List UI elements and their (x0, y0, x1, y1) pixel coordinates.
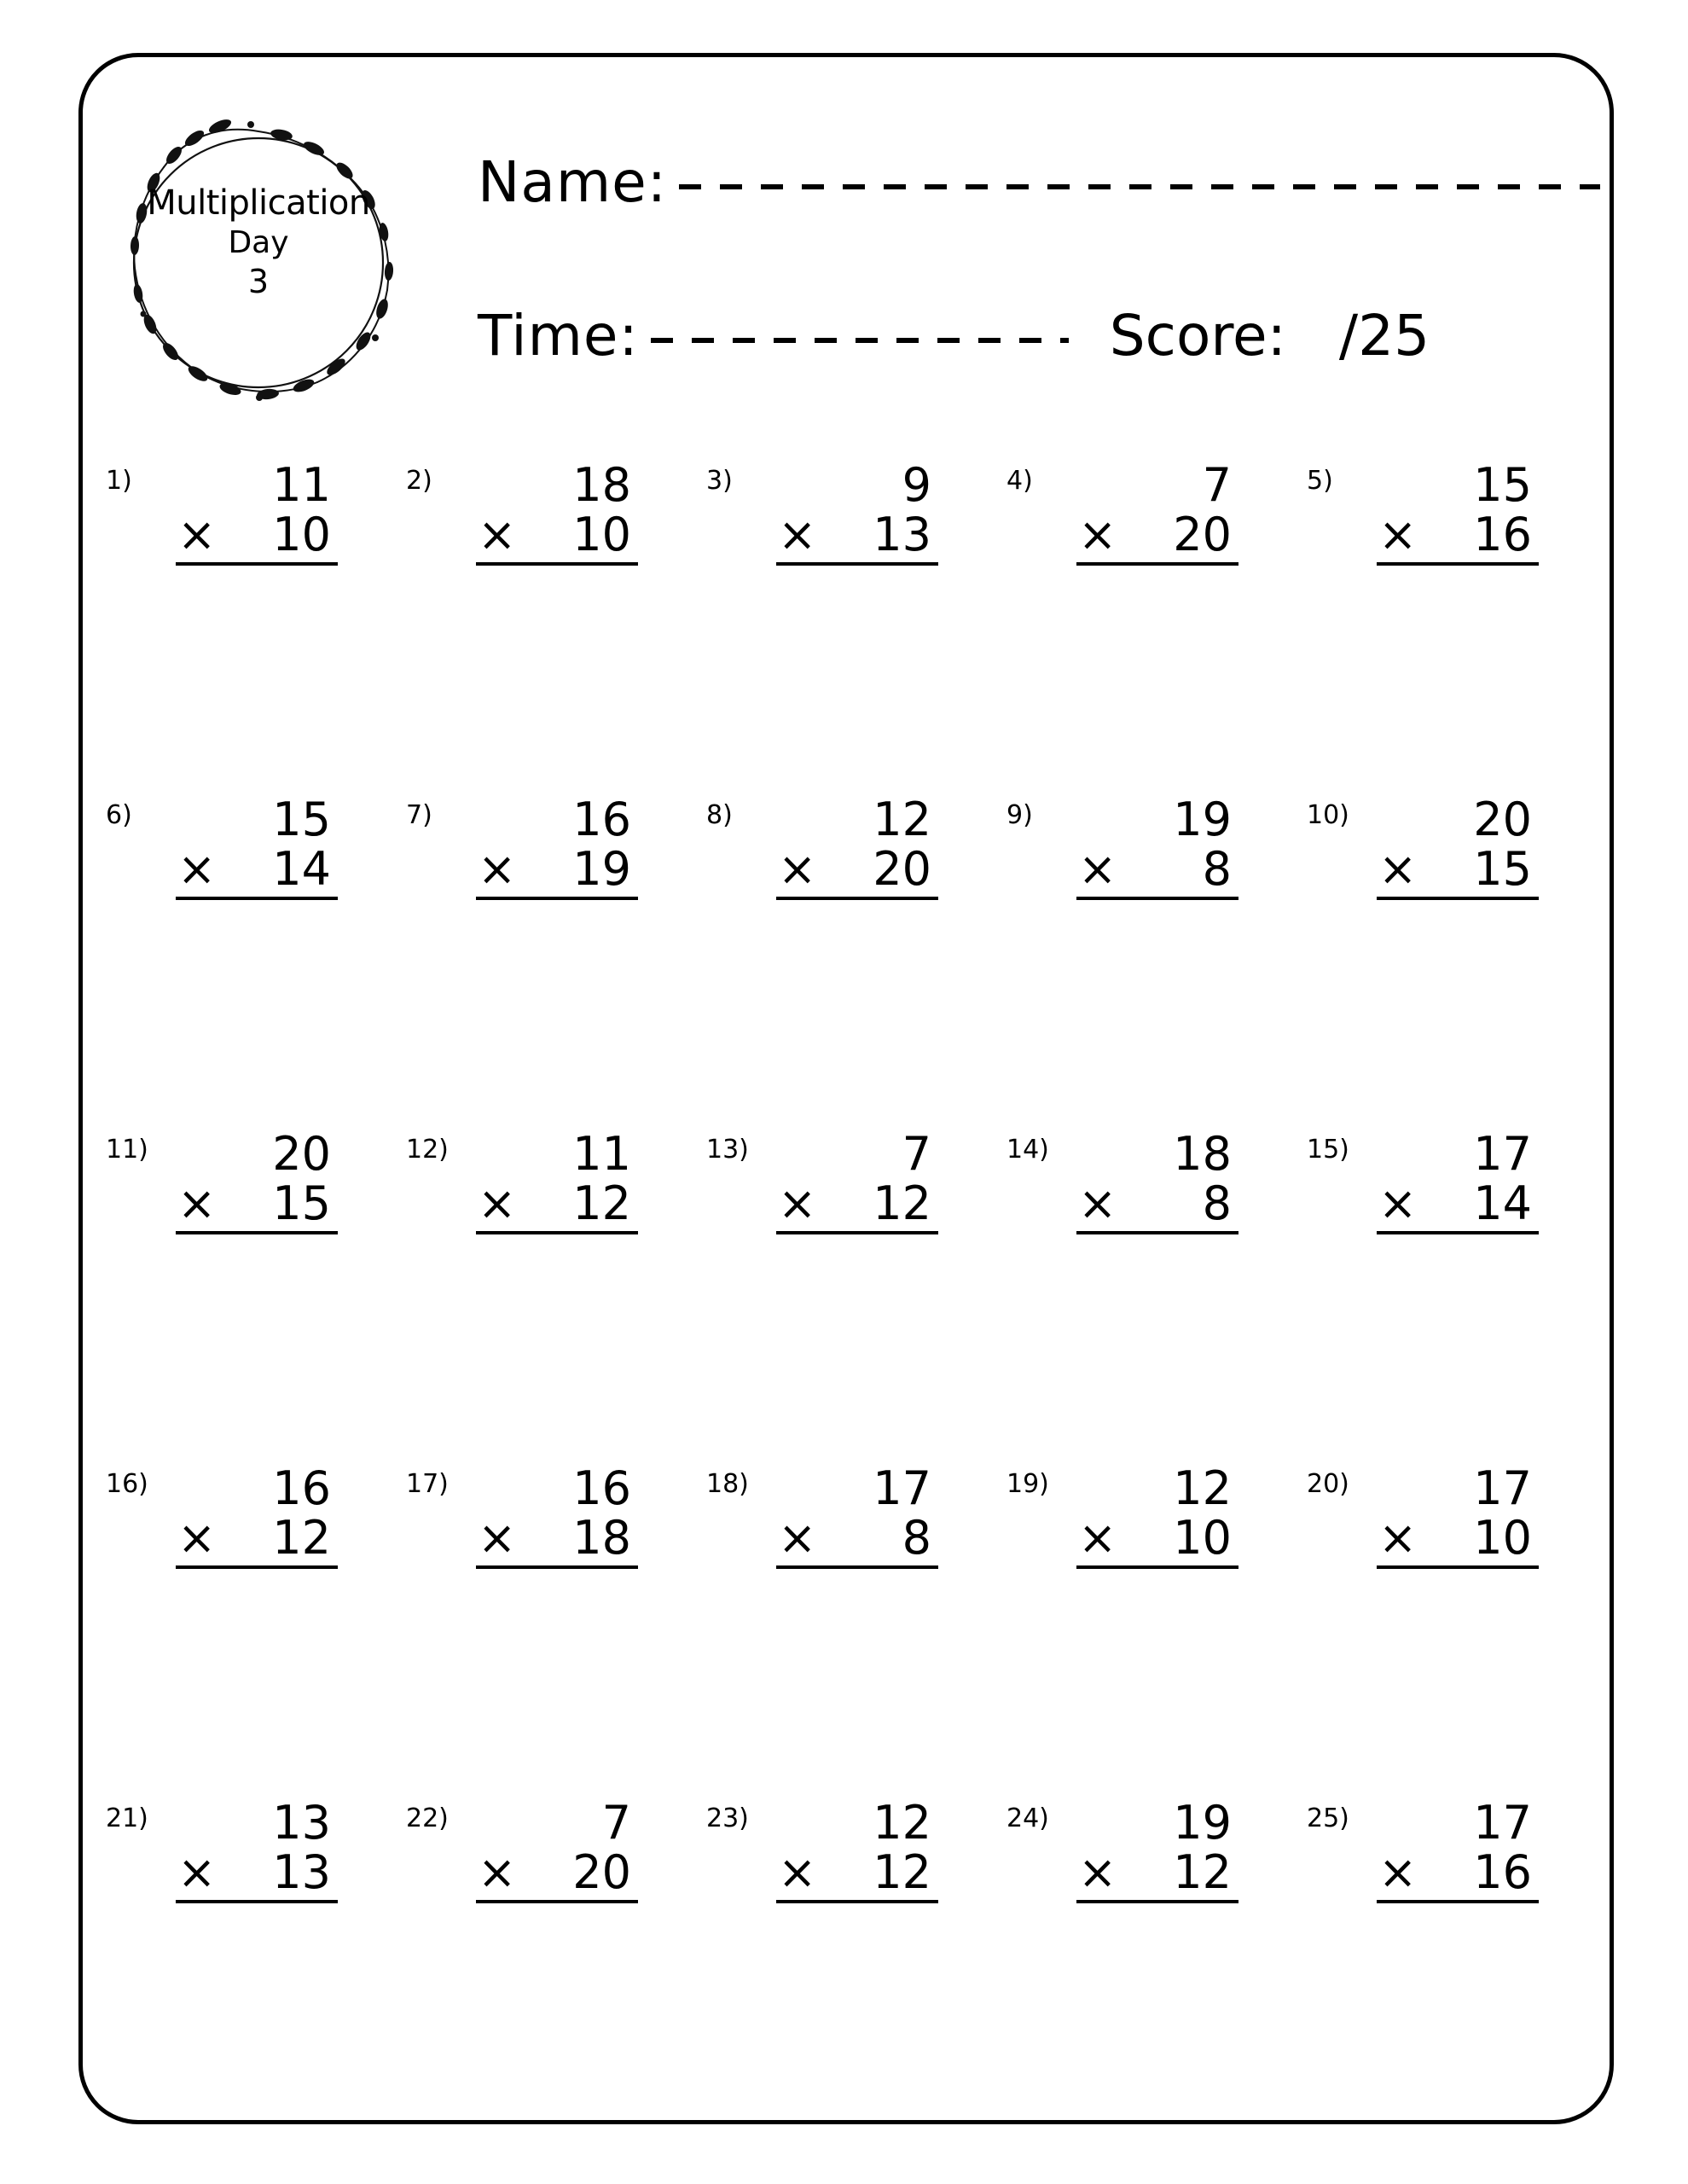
operand-bottom: 14 (1473, 1176, 1532, 1231)
operator: × (478, 1176, 517, 1231)
operand-bottom: 18 (572, 1511, 631, 1565)
operand-bottom: 13 (272, 1845, 331, 1900)
problem-cell (1295, 795, 1595, 1130)
problem-number: 3) (706, 466, 733, 496)
problem-number: 13) (706, 1135, 749, 1165)
problem-body (776, 458, 938, 566)
operand-top: 7 (902, 1127, 931, 1181)
problem-number: 24) (1006, 1804, 1049, 1833)
operator: × (1378, 508, 1418, 562)
operand-bottom: 20 (572, 1845, 631, 1900)
problem-cell (995, 795, 1295, 1130)
score-label: Score: (1109, 303, 1286, 369)
problem-cell (1295, 458, 1595, 795)
problem-number: 16) (106, 1469, 148, 1499)
operand-bottom-line (776, 1176, 938, 1234)
problem-body (776, 1798, 938, 1903)
operator: × (1078, 842, 1117, 897)
operand-bottom-line (1377, 842, 1539, 899)
problem-body (476, 458, 638, 566)
problem-cell (694, 1461, 995, 1798)
operand-bottom-line (1076, 1176, 1238, 1234)
operator: × (778, 1845, 817, 1900)
operand-top: 11 (572, 1127, 631, 1181)
problem-body (1377, 795, 1539, 900)
problem-number: 5) (1307, 466, 1333, 496)
problem-cell (94, 1127, 394, 1464)
operand-top: 17 (1473, 1127, 1532, 1181)
problem-number: 20) (1307, 1469, 1349, 1499)
problem-cell (394, 1127, 694, 1464)
problem-body (1076, 1461, 1238, 1569)
problem-number: 1) (106, 466, 132, 496)
operand-bottom-line (476, 1513, 638, 1568)
worksheet-badge (92, 101, 425, 425)
problem-cell (694, 795, 995, 1130)
problem-body (176, 1798, 338, 1903)
operator: × (1378, 1176, 1418, 1231)
problem-row (94, 1798, 1595, 2133)
operand-top: 7 (601, 1796, 631, 1850)
operand-bottom-line (476, 510, 638, 565)
operand-bottom: 16 (1473, 1845, 1532, 1900)
operand-bottom: 10 (1173, 1511, 1232, 1565)
operand-bottom-line (476, 842, 638, 899)
problem-grid (94, 458, 1595, 2133)
operator: × (1078, 1176, 1117, 1231)
problem-body (776, 1461, 938, 1569)
operand-top: 19 (1173, 793, 1232, 846)
operand-bottom: 12 (1173, 1845, 1232, 1900)
operator: × (478, 1845, 517, 1900)
operator: × (1078, 1511, 1117, 1565)
operand-top: 16 (272, 1461, 331, 1515)
operand-bottom-line (1076, 842, 1238, 899)
operator: × (1078, 508, 1117, 562)
operand-top: 17 (873, 1461, 931, 1515)
operator: × (1378, 1511, 1418, 1565)
problem-body (776, 1127, 938, 1234)
name-field-row (478, 149, 1600, 215)
operand-top: 18 (572, 458, 631, 512)
operand-bottom: 16 (1473, 508, 1532, 562)
operator: × (478, 508, 517, 562)
badge-text-block (92, 183, 425, 301)
problem-cell (394, 795, 694, 1130)
problem-body (1076, 1798, 1238, 1903)
problem-cell (995, 1461, 1295, 1798)
operand-bottom-line (776, 1513, 938, 1568)
operand-bottom: 10 (572, 508, 631, 562)
operand-top: 15 (1473, 458, 1532, 512)
problem-row (94, 1461, 1595, 1798)
problem-number: 6) (106, 800, 132, 830)
problem-number: 2) (406, 466, 432, 496)
problem-cell (995, 1127, 1295, 1464)
operand-bottom-line (476, 1176, 638, 1234)
operand-top: 17 (1473, 1796, 1532, 1850)
operand-bottom: 12 (873, 1845, 931, 1900)
problem-body (1076, 458, 1238, 566)
operator: × (1078, 1845, 1117, 1900)
operand-bottom: 15 (1473, 842, 1532, 897)
name-label: Name: (478, 149, 667, 215)
problem-number: 19) (1006, 1469, 1049, 1499)
operand-bottom: 14 (272, 842, 331, 897)
problem-number: 15) (1307, 1135, 1349, 1165)
operand-bottom-line (176, 1176, 338, 1234)
operand-bottom-line (1377, 1513, 1539, 1568)
time-input[interactable] (651, 338, 1069, 343)
problem-number: 4) (1006, 466, 1033, 496)
problem-body (1076, 1127, 1238, 1234)
problem-body (476, 1798, 638, 1903)
problem-cell (694, 458, 995, 795)
problem-cell (94, 458, 394, 795)
operator: × (778, 1176, 817, 1231)
time-score-row (478, 303, 1430, 369)
problem-cell (394, 1798, 694, 2133)
problem-row (94, 795, 1595, 1130)
operand-bottom: 12 (272, 1511, 331, 1565)
badge-day-number: 3 (247, 262, 270, 300)
operand-top: 20 (1473, 793, 1532, 846)
operand-top: 16 (572, 1461, 631, 1515)
badge-subtitle: Day (228, 224, 289, 260)
operand-top: 13 (272, 1796, 331, 1850)
operand-bottom-line (776, 1845, 938, 1902)
problem-number: 14) (1006, 1135, 1049, 1165)
badge-title: Multiplication (147, 183, 370, 223)
operand-top: 19 (1173, 1796, 1232, 1850)
problem-cell (94, 1798, 394, 2133)
problem-cell (1295, 1798, 1595, 2133)
operand-bottom: 13 (873, 508, 931, 562)
problem-number: 21) (106, 1804, 148, 1833)
problem-number: 7) (406, 800, 432, 830)
problem-number: 17) (406, 1469, 449, 1499)
operand-bottom-line (476, 1845, 638, 1902)
operand-top: 17 (1473, 1461, 1532, 1515)
operand-bottom-line (776, 510, 938, 565)
operand-bottom-line (1377, 510, 1539, 565)
problem-cell (94, 1461, 394, 1798)
operand-bottom: 10 (1473, 1511, 1532, 1565)
problem-cell (1295, 1461, 1595, 1798)
score-value[interactable]: /25 (1338, 303, 1430, 369)
problem-cell (1295, 1127, 1595, 1464)
problem-number: 18) (706, 1469, 749, 1499)
problem-number: 10) (1307, 800, 1349, 830)
problem-number: 22) (406, 1804, 449, 1833)
problem-body (176, 458, 338, 566)
operand-top: 7 (1202, 458, 1232, 512)
problem-number: 9) (1006, 800, 1033, 830)
operand-bottom-line (1377, 1845, 1539, 1902)
name-input[interactable] (679, 184, 1600, 189)
problem-body (176, 795, 338, 900)
problem-cell (995, 1798, 1295, 2133)
problem-number: 12) (406, 1135, 449, 1165)
operand-bottom-line (1076, 1845, 1238, 1902)
operator: × (478, 1511, 517, 1565)
operand-bottom: 20 (873, 842, 931, 897)
problem-body (476, 1461, 638, 1569)
operand-top: 16 (572, 793, 631, 846)
operator: × (778, 1511, 817, 1565)
operand-bottom: 20 (1173, 508, 1232, 562)
operator: × (778, 842, 817, 897)
operator: × (478, 842, 517, 897)
problem-body (1377, 1127, 1539, 1234)
problem-cell (694, 1127, 995, 1464)
operator: × (177, 508, 217, 562)
operator: × (778, 508, 817, 562)
problem-number: 8) (706, 800, 733, 830)
problem-number: 25) (1307, 1804, 1349, 1833)
operator: × (1378, 1845, 1418, 1900)
operator: × (177, 1511, 217, 1565)
problem-row (94, 458, 1595, 795)
problem-body (776, 795, 938, 900)
operand-bottom-line (1076, 510, 1238, 565)
problem-body (1076, 795, 1238, 900)
operand-bottom-line (176, 1513, 338, 1568)
problem-body (1377, 1461, 1539, 1569)
problem-body (176, 1127, 338, 1234)
operand-top: 15 (272, 793, 331, 846)
operand-bottom: 8 (1202, 842, 1232, 897)
operand-bottom-line (1377, 1176, 1539, 1234)
problem-cell (995, 458, 1295, 795)
operand-bottom: 12 (572, 1176, 631, 1231)
problem-row (94, 1127, 1595, 1464)
operand-top: 9 (902, 458, 931, 512)
operand-bottom: 19 (572, 842, 631, 897)
operand-top: 20 (272, 1127, 331, 1181)
operator: × (177, 1176, 217, 1231)
problem-cell (94, 795, 394, 1130)
operand-top: 12 (873, 1796, 931, 1850)
operand-top: 12 (1173, 1461, 1232, 1515)
operand-bottom: 8 (902, 1511, 931, 1565)
problem-cell (694, 1798, 995, 2133)
operand-top: 18 (1173, 1127, 1232, 1181)
time-label: Time: (478, 303, 639, 369)
problem-cell (394, 1461, 694, 1798)
operand-bottom: 12 (873, 1176, 931, 1231)
operand-bottom-line (176, 1845, 338, 1902)
operand-top: 11 (272, 458, 331, 512)
operator: × (177, 842, 217, 897)
operand-bottom-line (1076, 1513, 1238, 1568)
operator: × (1378, 842, 1418, 897)
operator: × (177, 1845, 217, 1900)
operand-bottom: 15 (272, 1176, 331, 1231)
problem-number: 23) (706, 1804, 749, 1833)
problem-body (476, 795, 638, 900)
problem-body (1377, 1798, 1539, 1903)
operand-top: 12 (873, 793, 931, 846)
operand-bottom-line (176, 510, 338, 565)
problem-body (176, 1461, 338, 1569)
problem-cell (394, 458, 694, 795)
problem-number: 11) (106, 1135, 148, 1165)
problem-body (1377, 458, 1539, 566)
problem-body (476, 1127, 638, 1234)
operand-bottom-line (176, 842, 338, 899)
operand-bottom-line (776, 842, 938, 899)
operand-bottom: 8 (1202, 1176, 1232, 1231)
operand-bottom: 10 (272, 508, 331, 562)
